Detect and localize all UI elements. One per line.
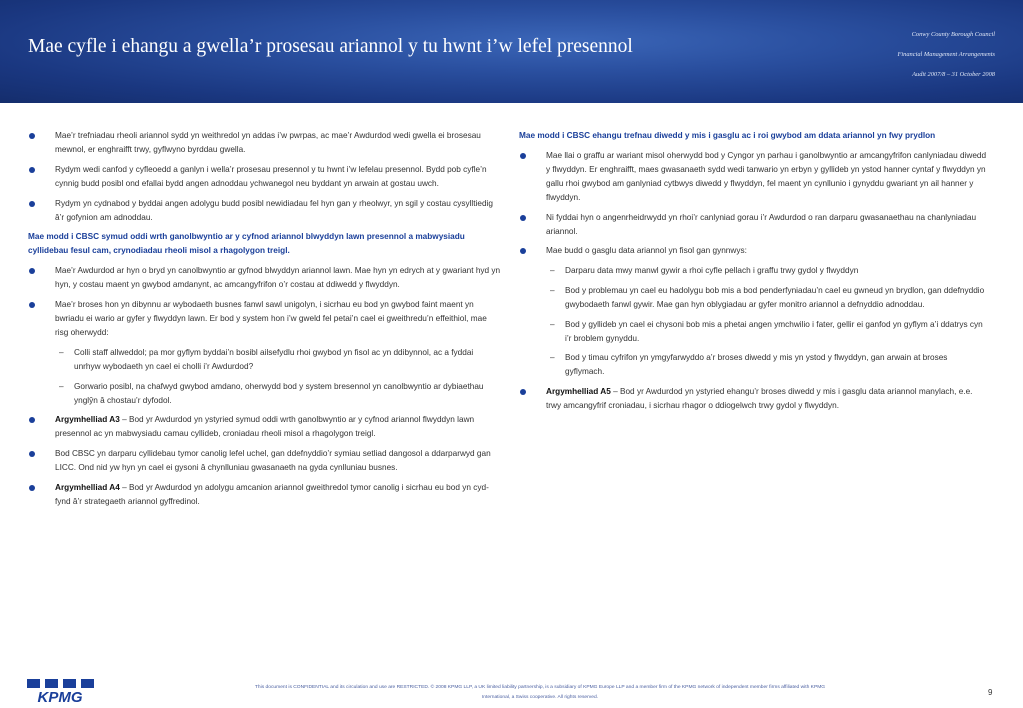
- bullet-icon: [29, 302, 35, 308]
- list-item: Ni fyddai hyn o angenrheidrwydd yn rhoi’r canlyniad gorau i’r Awdurdod o ran darparu gwasanaethau na chanlyniadau ariannol.: [519, 211, 989, 239]
- org-name: Conwy County Borough Council: [911, 31, 995, 38]
- bullet-icon: [29, 268, 35, 274]
- sub-list-item: – Darparu data mwy manwl gywir a rhoi cyfle pellach i graffu trwy gydol y flwyddyn: [519, 264, 989, 278]
- recommendation-a5: Argymhelliad A5 – Bod yr Awdurdod yn ystyried ehangu’r broses diwedd y mis i gasglu data ariannol manylach, e.e. trwy amcangyfrif croniadau, i sicrhau rhagor o ddiogelwch trwy gydol y flwyddyn.: [519, 385, 989, 413]
- recommendation-a4: Argymhelliad A4 – Bod yr Awdurdod yn adolygu amcanion ariannol gweithredol tymor canolig i sicrhau eu bod yn cyd-fynd â’r strategaeth ariannol gyffredinol.: [28, 481, 502, 509]
- right-column: [519, 129, 989, 419]
- dash-icon: –: [550, 285, 555, 295]
- sub-list-item: – Bod y gyllideb yn cael ei chysoni bob mis a phetai angen ymchwilio i fater, gellir ei ganfod yn gyflym a’i ddatrys cyn i’r broblem gynyddu.: [550, 319, 983, 343]
- section-heading: Mae modd i CBSC symud oddi wrth ganolbwyntio ar y cyfnod ariannol blwyddyn lawn presennol a mabwysiadu cyllidebau fesul cam, crynodiadau rheoli misol a rhagolygon treigl.: [28, 232, 465, 256]
- list-item: Mae llai o graffu ar wariant misol oherwydd bod y Cyngor yn parhau i ganolbwyntio ar amcangyfrifon canlyniadau diwedd y flwyddyn. Er enghraifft, maes gwasanaeth sydd wedi tanwario yn erbyn y gyllideb yn ystod hanner cyntaf y flwyddyn yn gallu rhoi gwybod am ganlyniad cytbwys diwedd y flwyddyn, fel maent yn cynllunio i gynyddu gwariant yn ail hanner y flwyddyn.: [519, 149, 989, 205]
- bullet-icon: [520, 153, 526, 159]
- doc-name: Financial Management Arrangements: [897, 51, 995, 58]
- bullet-icon: [520, 215, 526, 221]
- bullet-icon: [29, 417, 35, 423]
- bullet-icon: [520, 389, 526, 395]
- list-item: Mae’r trefniadau rheoli ariannol sydd yn weithredol yn addas i’w pwrpas, ac mae’r Awdurdod wedi gwella ei brosesau mewnol, er enghraifft trwy, gyflwyno byrddau gwella.: [28, 129, 502, 157]
- kpmg-logo: [26, 678, 96, 704]
- dash-icon: –: [59, 381, 64, 391]
- list-item: Rydym wedi canfod y cyfleoedd a ganlyn i wella’r prosesau presennol y tu hwnt i’w lefelau presennol. Bydd pob cyfle’n cynnig budd posibl ond efallai bydd angen adnoddau ychwanegol neu byddant yn arwain at gostau uwch.: [28, 163, 502, 191]
- bullet-icon: [29, 167, 35, 173]
- bullet-icon: [520, 248, 526, 254]
- header-banner: [0, 0, 1023, 103]
- sub-list-item: – Colli staff allweddol; pa mor gyflym byddai’n bosibl ailsefydlu rhoi gwybod yn fisol ac yn ddibynnol, ac a fyddai unrhyw wybodaeth yn cael ei cholli i’r Awdurdod?: [59, 347, 474, 371]
- bullet-icon: [29, 201, 35, 207]
- dash-icon: –: [550, 319, 555, 329]
- left-column: [28, 129, 502, 515]
- bullet-icon: [29, 485, 35, 491]
- recommendation-a3: Argymhelliad A3 – Bod yr Awdurdod yn ystyried symud oddi wrth ganolbwyntio ar y cyfnod ariannol flwyddyn lawn presennol ac yn mabwysiadu camau cyllideb, croniadau rheoli misol a rhagolygon treigl.: [28, 413, 502, 441]
- bullet-icon: [29, 451, 35, 457]
- audit-date: Audit 2007/8 – 31 October 2008: [912, 71, 995, 78]
- page-number: 9: [988, 688, 993, 697]
- section-heading: Mae modd i CBSC ehangu trefnau diwedd y mis i gasglu ac i roi gwybod am ddata ariannol yn fwy prydlon: [519, 131, 936, 140]
- legal-notice: This document is CONFIDENTIAL and its circulation and use are RESTRICTED. © 2008 KPMG LLP, a UK limited liability partnership, is a subsidiary of KPMG Europe LLP and a member firm of the KPMG network of independent member firms affiliated with KPMG International, a Swiss cooperative. All rights reserved.: [254, 685, 826, 700]
- svg-text:KPMG: KPMG: [37, 689, 83, 704]
- dash-icon: –: [550, 266, 555, 276]
- dash-icon: –: [59, 347, 64, 357]
- dash-icon: –: [550, 353, 555, 363]
- list-item: Mae’r broses hon yn dibynnu ar wybodaeth busnes fanwl sawl unigolyn, i sicrhau eu bod yn gwybod faint maent yn bwriadu ei wario ar gyfer y flwyddyn lawn. Er bod y system hon i’w gweld fel petai’n cael ei gweithredu’n effeithiol, mae risg oherwydd:: [28, 298, 502, 340]
- page-title: Mae cyfle i ehangu a gwella’r prosesau ariannol y tu hwnt i’w lefel presennol: [28, 36, 633, 57]
- sub-list-item: – Bod y timau cyfrifon yn ymgyfarwyddo a’r broses diwedd y mis yn ystod y flwyddyn, gan arwain at broses gyflymach.: [550, 353, 948, 377]
- list-item: Mae budd o gasglu data ariannol yn fisol gan gynnwys:: [519, 244, 989, 258]
- header-meta: [897, 25, 995, 85]
- sub-list-item: – Gorwario posibl, na chafwyd gwybod amdano, oherwydd bod y system bresennol yn canolbwyntio ar dybiaethau ynglŷn â chostau’r dyfodol.: [59, 381, 484, 405]
- bullet-icon: [29, 133, 35, 139]
- list-item: Mae’r Awdurdod ar hyn o bryd yn canolbwyntio ar gyfnod blwyddyn ariannol lawn. Mae hyn yn edrych at y gwariant hyd yn hyn, y costau maent yn gwybod amdanynt, ac amcangyfrifon o’r costau at ddiwedd y flwyddyn.: [28, 264, 502, 292]
- list-item: Bod CBSC yn darparu cyllidebau tymor canolig lefel uchel, gan ddefnyddio’r symiau setliad dangosol a ddarparwyd gan LICC. Ond nid yw hyn yn cael ei gysoni â chynlluniau gwasanaeth na gyda cynlluniau busnes.: [28, 447, 502, 475]
- list-item: Rydym yn cydnabod y byddai angen adolygu budd posibl newidiadau fel hyn gan y rheolwyr, yn sgil y costau cysylltiedig â’r gofynion am adnoddau.: [28, 197, 502, 225]
- sub-list-item: – Bod y problemau yn cael eu hadolygu bob mis a bod penderfyniadau’n cael eu gwneud yn brydlon, gan ddefnyddio gwybodaeth fanwl gywir. Mae gan hyn oblygiadau ar gyfer monitro ariannol a defnyddio adnoddau.: [550, 285, 985, 309]
